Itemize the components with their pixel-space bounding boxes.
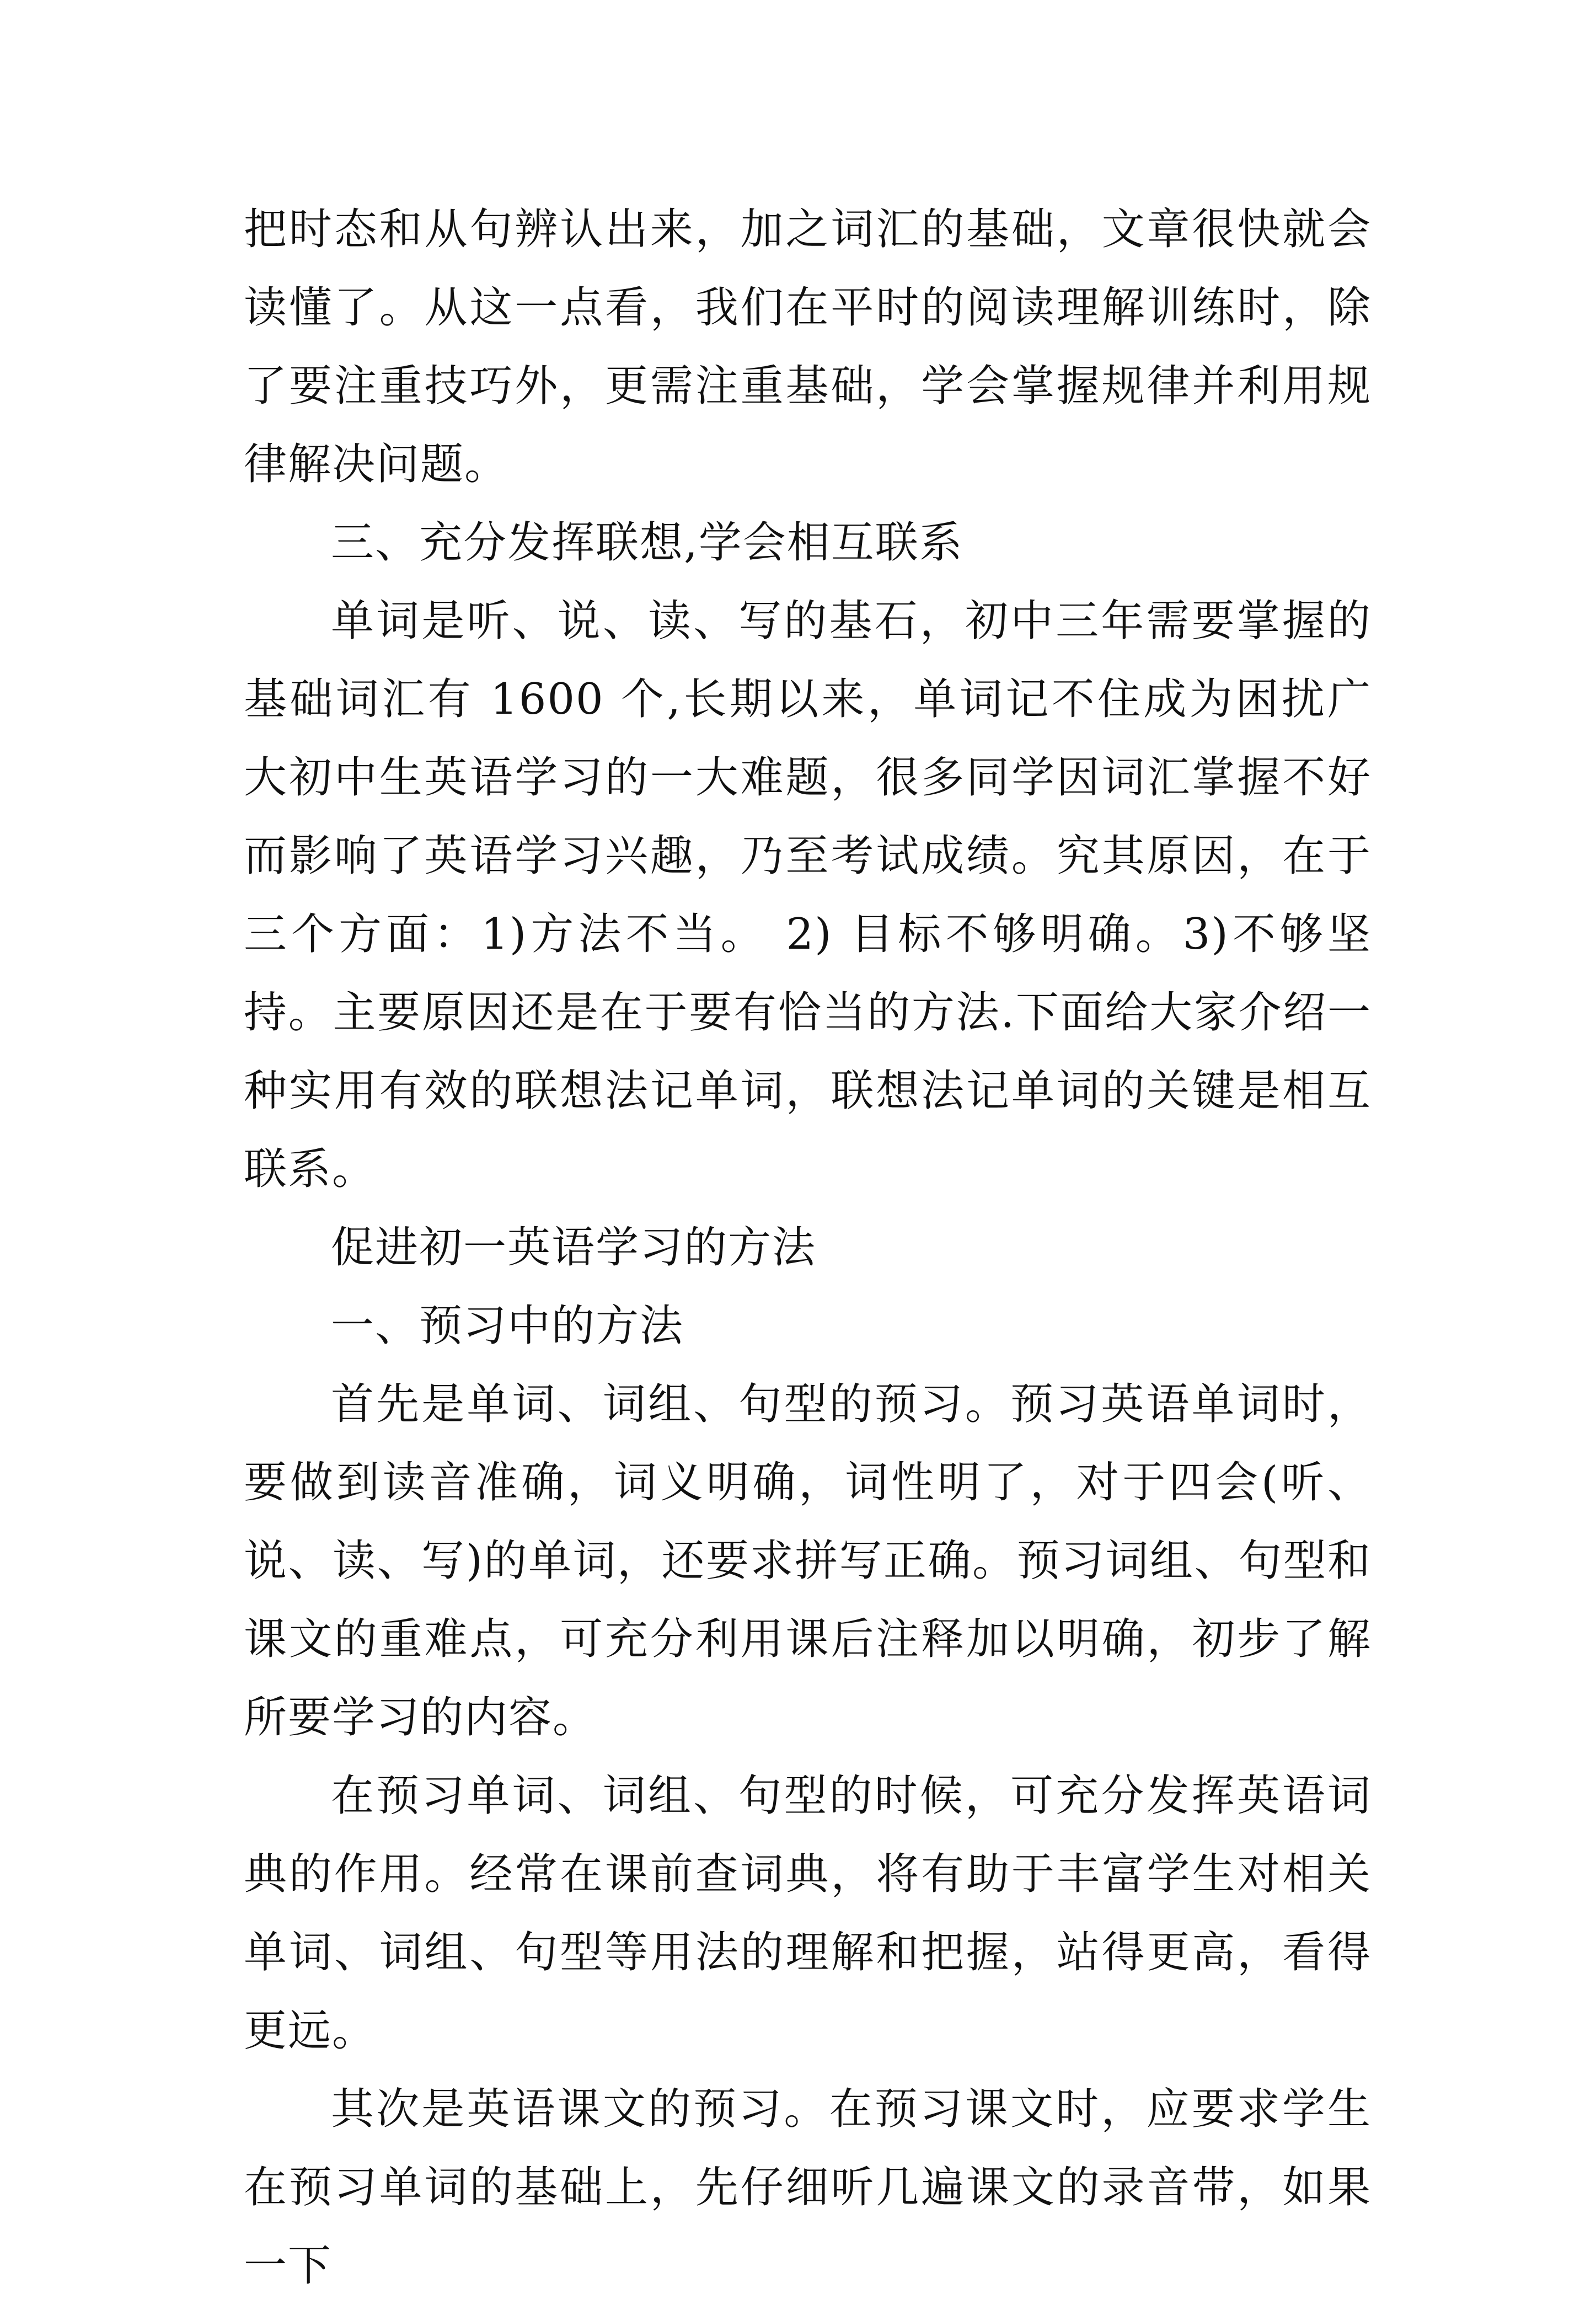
paragraph-text-preview: 其次是英语课文的预习。在预习课文时，应要求学生在预习单词的基础上，先仔细听几遍课文的录音带，如果一下 [244, 2084, 1372, 2291]
section-heading-methods: 促进初一英语学习的方法 [331, 1223, 817, 1272]
document-body [244, 190, 1372, 2305]
paragraph-vocabulary: 单词是听、说、读、写的基石，初中三年需要掌握的基础词汇有 1600 个,长期以来，单词记不住成为困扰广大初中生英语学习的一大难题，很多同学因词汇掌握不好而影响了英语学习兴趣，乃至考试成绩。究其原因，在于三个方面：1)方法不当。 2) 目标不够明确。3)不够坚持。主要原因还是在于要有恰当的方法.下面给大家介绍一种实用有效的联想法记单词，联想法记单词的关键是相互联系。 [244, 596, 1372, 1194]
paragraph-dictionary: 在预习单词、词组、句型的时候，可充分发挥英语词典的作用。经常在课前查词典，将有助于丰富学生对相关单词、词组、句型等用法的理解和把握，站得更高，看得更远。 [244, 1771, 1372, 2056]
paragraph-word-preview: 首先是单词、词组、句型的预习。预习英语单词时，要做到读音准确，词义明确，词性明了，对于四会(听、说、读、写)的单词，还要求拼写正确。预习词组、句型和课文的重难点，可充分利用课后注释加以明确，初步了解所要学习的内容。 [244, 1379, 1372, 1742]
section-heading-preview: 一、预习中的方法 [331, 1301, 684, 1351]
paragraph-continuation: 把时态和从句辨认出来，加之词汇的基础，文章很快就会读懂了。从这一点看，我们在平时的阅读理解训练时，除了要注重技巧外，更需注重基础，学会掌握规律并利用规律解决问题。 [244, 205, 1372, 489]
section-heading-association: 三、充分发挥联想,学会相互联系 [331, 518, 963, 568]
